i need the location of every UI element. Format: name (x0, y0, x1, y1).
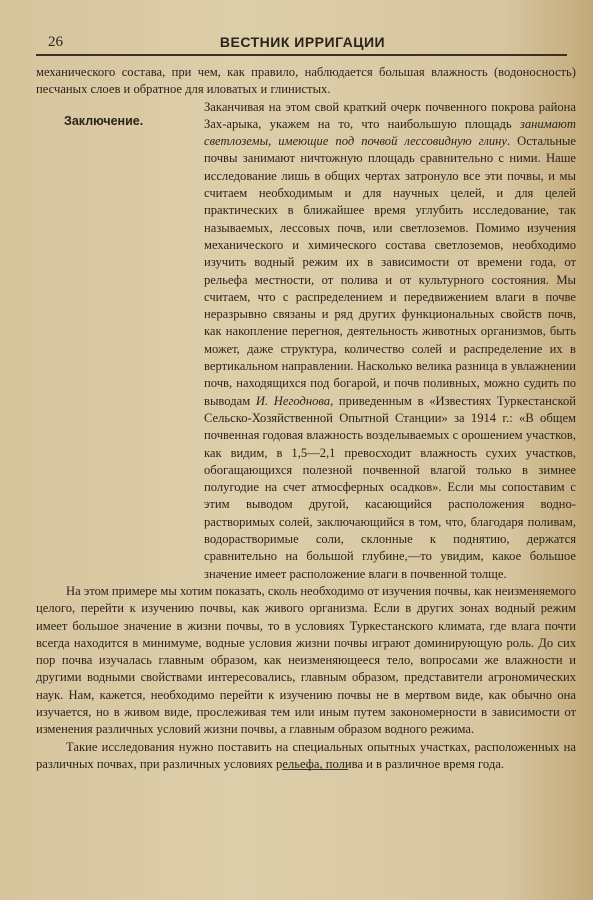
italic-emphasis: занимают светлоземы, имеющие под почвой лессовидную глину (204, 116, 576, 149)
page-number: 26 (48, 34, 63, 50)
header-rule (36, 54, 567, 56)
page-header (40, 34, 565, 54)
author-name: И. Негоднова (255, 393, 331, 408)
journal-title: ВЕСТНИК ИРРИГАЦИИ (219, 34, 386, 50)
paragraph-continuation: механического состава, при чем, как правило, наблюдается большая влажность (водоносность) песчаных слоев и обратное для иловатых и глинистых. (36, 65, 576, 97)
article-body (36, 64, 576, 773)
paragraph-conclusion: Заканчивая на этом свой краткий очерк почвенного покрова района Зах-арыка, укажем на то, что наибольшую площадь занимают светлоземы, имеющие под почвой лессовидную глину. Остальные почвы занимают ничтожную площадь сравнительно с ними. Наше исследование лишь в общих чертах затронуло все эти почвы, и мы считаем необходимым и для научных целей, и для целей практических в ближайшее время углубить исследование, так называемых, лессовых почв, или светлоземов. Помимо изучения механического и химического состава светлоземов, необходимо изучить водный режим их в зависимости от времени года, от рельефа местности, от полива и от культурного состояния. Мы считаем, что с распределением и передвижением влаги в почве неразрывно связаны и ряд других функциональных свойств почв, как накопление перегноя, деятельность животных организмов, быть может, даже структура, количество солей и распределение их в вертикальном направлении. Насколько велика разница в увлажнении почв, находящихся под богарой, и почв поливных, можно судить по выводам И. Негоднова, приведенным в «Известиях Туркестанской Сельско-Хозяйственной Опытной Станции» за 1914 г.: «В общем почвенная годовая влажность возделываемых с орошением участков, как видим, в 1,5—2,1 превосходит влажность сухих участков, обогащающихся полезной почвенной влагой только в зимнее полугодие на счет атмосферных осадков». Если мы сопоставим с этим выводом другой, касающийся расположения водно-растворимых солей, заключающийся в том, что, благодаря поливам, водорастворимые соли, склонные к поднятию, держатся сравнительно на большой глубине,—то увидим, какое большое значение имеет расположение влаги в почвенной толще. (204, 99, 576, 581)
paragraph-final: Такие исследования нужно поставить на специальных опытных участках, расположенных на различных почвах, при различных условиях рельефа, полива и в различное время года. (36, 739, 576, 771)
section-heading: Заключение. (64, 113, 144, 128)
conclusion-block (36, 99, 576, 583)
paragraph-living-soil: На этом примере мы хотим показать, сколь необходимо от изучения почвы, как неизменяемого целого, перейти к изучению почвы, как живого организма. Если в других зонах водный режим имеет большое значение в жизни почвы, то в условиях Туркестанского климата, где влага почти всегда находится в минимуме, водные условия жизни почвы играют доминирующую роль. До сих пор почва изучалась главным образом, как неизменяющееся тело, вопросами же влажности и другими водными свойствами интересовались, главным образом, представители агрономических наук. Нам, кажется, необходимо перейти к изучению почвы не в мертвом виде, как обычно она изучается, но в живом виде, прослеживая тем или иным путем закономерности в зависимости от изменения различных условий жизни почвы, а главным образом водного режима. (36, 583, 576, 737)
end-rule (282, 769, 348, 770)
